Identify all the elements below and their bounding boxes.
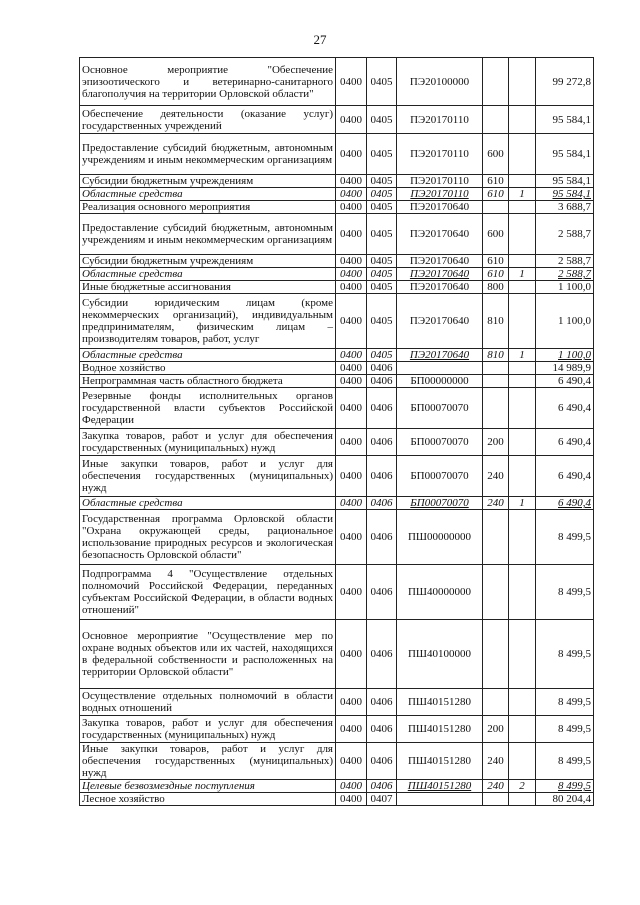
row-podrazdel: 0405 [367,106,397,134]
row-target-article: БП00070070 [397,388,483,429]
row-sum: 2 588,7 [536,268,594,281]
row-sum: 6 490,4 [536,456,594,497]
row-razdel: 0400 [336,689,367,716]
row-target-article: ПЭ20170640 [397,268,483,281]
row-sum: 1 100,0 [536,281,594,294]
row-target-article: ПШ40151280 [397,780,483,793]
row-name: Осуществление отдельных полномочий в области водных отношений [80,689,336,716]
table-row [80,793,594,806]
row-sum: 8 499,5 [536,510,594,565]
row-source-code: 1 [509,497,536,510]
row-expense-type [483,106,509,134]
row-sum: 8 499,5 [536,780,594,793]
row-source-code [509,362,536,375]
row-podrazdel: 0405 [367,175,397,188]
row-expense-type: 600 [483,134,509,175]
row-target-article: ПШ40100000 [397,620,483,689]
row-target-article: ПЭ20170110 [397,106,483,134]
row-sum: 6 490,4 [536,497,594,510]
row-razdel: 0400 [336,565,367,620]
row-name: Подпрограмма 4 "Осуществление отдельных полномочий Российской Федерации, переданных субъектам Российской Федерации, в области водных отношений" [80,565,336,620]
row-expense-type: 810 [483,294,509,349]
row-name: Реализация основного мероприятия [80,201,336,214]
page-number: 27 [313,32,327,47]
row-name: Областные средства [80,349,336,362]
row-source-code [509,716,536,743]
row-source-code [509,281,536,294]
row-razdel: 0400 [336,281,367,294]
row-source-code [509,255,536,268]
table-row [80,620,594,689]
row-podrazdel: 0405 [367,58,397,106]
row-expense-type [483,201,509,214]
row-podrazdel: 0406 [367,780,397,793]
row-sum: 6 490,4 [536,388,594,429]
table-row [80,743,594,780]
row-source-code [509,294,536,349]
table-row [80,780,594,793]
row-sum: 95 584,1 [536,175,594,188]
row-razdel: 0400 [336,349,367,362]
row-name: Областные средства [80,188,336,201]
row-source-code [509,620,536,689]
row-target-article: БП00070070 [397,456,483,497]
row-expense-type [483,689,509,716]
row-expense-type: 240 [483,497,509,510]
row-razdel: 0400 [336,106,367,134]
row-source-code [509,456,536,497]
row-target-article: ПШ40151280 [397,689,483,716]
table-row [80,375,594,388]
table-row [80,456,594,497]
row-razdel: 0400 [336,456,367,497]
row-name: Предоставление субсидий бюджетным, автономным учреждениям и иным некоммерческим организациям [80,134,336,175]
row-name: Лесное хозяйство [80,793,336,806]
row-sum: 8 499,5 [536,716,594,743]
row-expense-type [483,388,509,429]
table-row [80,294,594,349]
row-target-article: ПЭ20170110 [397,134,483,175]
row-source-code [509,58,536,106]
row-razdel: 0400 [336,268,367,281]
row-name: Субсидии юридическим лицам (кроме некоммерческих организаций), индивидуальным предпринимателям, физическим лицам – производителям товаров, работ, услуг [80,294,336,349]
row-name: Областные средства [80,268,336,281]
row-source-code [509,134,536,175]
row-podrazdel: 0406 [367,565,397,620]
row-razdel: 0400 [336,175,367,188]
row-target-article: ПЭ20100000 [397,58,483,106]
row-razdel: 0400 [336,201,367,214]
row-expense-type [483,510,509,565]
row-expense-type: 610 [483,255,509,268]
table-row [80,58,594,106]
row-sum: 2 588,7 [536,255,594,268]
row-razdel: 0400 [336,255,367,268]
row-expense-type: 240 [483,743,509,780]
row-source-code [509,510,536,565]
row-source-code [509,689,536,716]
table-body [80,58,594,806]
row-expense-type: 810 [483,349,509,362]
row-expense-type: 800 [483,281,509,294]
row-source-code [509,375,536,388]
table-row [80,175,594,188]
row-target-article: ПШ40151280 [397,716,483,743]
row-target-article: ПШ00000000 [397,510,483,565]
row-source-code: 1 [509,349,536,362]
row-name: Иные бюджетные ассигнования [80,281,336,294]
row-podrazdel: 0406 [367,510,397,565]
table-row [80,349,594,362]
row-expense-type: 200 [483,716,509,743]
row-podrazdel: 0405 [367,134,397,175]
row-name: Иные закупки товаров, работ и услуг для обеспечения государственных (муниципальных) нужд [80,743,336,780]
row-name: Непрограммная часть областного бюджета [80,375,336,388]
row-target-article: ПЭ20170640 [397,214,483,255]
row-name: Иные закупки товаров, работ и услуг для обеспечения государственных (муниципальных) нужд [80,456,336,497]
row-name: Закупка товаров, работ и услуг для обеспечения государственных (муниципальных) нужд [80,429,336,456]
row-podrazdel: 0405 [367,268,397,281]
row-sum: 8 499,5 [536,689,594,716]
table-row [80,255,594,268]
row-sum: 95 584,1 [536,106,594,134]
row-razdel: 0400 [336,294,367,349]
row-source-code [509,175,536,188]
row-source-code [509,388,536,429]
row-name: Субсидии бюджетным учреждениям [80,255,336,268]
row-name: Основное мероприятие "Обеспечение эпизоотического и ветеринарно-санитарного благополучия на территории Орловской области" [80,58,336,106]
row-razdel: 0400 [336,429,367,456]
row-razdel: 0400 [336,134,367,175]
row-podrazdel: 0406 [367,689,397,716]
table-row [80,214,594,255]
row-sum: 6 490,4 [536,429,594,456]
row-expense-type: 610 [483,175,509,188]
row-razdel: 0400 [336,188,367,201]
row-podrazdel: 0406 [367,456,397,497]
row-podrazdel: 0406 [367,362,397,375]
row-expense-type [483,375,509,388]
row-razdel: 0400 [336,375,367,388]
row-target-article: БП00000000 [397,375,483,388]
budget-table [79,57,594,806]
row-name: Предоставление субсидий бюджетным, автономным учреждениям и иным некоммерческим организациям [80,214,336,255]
row-podrazdel: 0406 [367,429,397,456]
row-podrazdel: 0407 [367,793,397,806]
row-podrazdel: 0405 [367,214,397,255]
row-target-article: ПЭ20170640 [397,349,483,362]
row-name: Государственная программа Орловской области "Охрана окружающей среды, рациональное использование природных ресурсов и экологическая безопасность Орловской области" [80,510,336,565]
table-row [80,497,594,510]
row-razdel: 0400 [336,743,367,780]
table-row [80,134,594,175]
row-target-article: БП00070070 [397,497,483,510]
table-row [80,689,594,716]
row-target-article: ПШ40151280 [397,743,483,780]
row-podrazdel: 0405 [367,188,397,201]
row-sum: 2 588,7 [536,214,594,255]
table-row [80,281,594,294]
row-razdel: 0400 [336,620,367,689]
row-expense-type [483,362,509,375]
row-podrazdel: 0406 [367,497,397,510]
table-row [80,429,594,456]
row-podrazdel: 0406 [367,375,397,388]
row-name: Целевые безвозмездные поступления [80,780,336,793]
row-sum: 1 100,0 [536,294,594,349]
table-row [80,268,594,281]
row-target-article: ПЭ20170640 [397,255,483,268]
row-source-code [509,565,536,620]
table-row [80,106,594,134]
row-sum: 95 584,1 [536,134,594,175]
row-expense-type [483,58,509,106]
row-razdel: 0400 [336,793,367,806]
row-target-article [397,793,483,806]
table-row [80,388,594,429]
row-name: Субсидии бюджетным учреждениям [80,175,336,188]
row-sum: 95 584,1 [536,188,594,201]
row-target-article: ПШ40000000 [397,565,483,620]
row-source-code [509,743,536,780]
row-source-code [509,106,536,134]
row-source-code [509,214,536,255]
row-source-code [509,429,536,456]
row-sum: 8 499,5 [536,565,594,620]
row-source-code [509,201,536,214]
row-razdel: 0400 [336,388,367,429]
table-row [80,716,594,743]
row-podrazdel: 0405 [367,349,397,362]
row-sum: 80 204,4 [536,793,594,806]
row-target-article: ПЭ20170640 [397,201,483,214]
table-row [80,362,594,375]
row-target-article: ПЭ20170110 [397,175,483,188]
row-expense-type: 600 [483,214,509,255]
row-podrazdel: 0406 [367,388,397,429]
row-expense-type: 610 [483,268,509,281]
row-sum: 99 272,8 [536,58,594,106]
row-razdel: 0400 [336,716,367,743]
row-podrazdel: 0406 [367,716,397,743]
row-expense-type [483,565,509,620]
table-row [80,510,594,565]
row-razdel: 0400 [336,497,367,510]
row-razdel: 0400 [336,362,367,375]
row-razdel: 0400 [336,510,367,565]
row-name: Обеспечение деятельности (оказание услуг) государственных учреждений [80,106,336,134]
row-sum: 6 490,4 [536,375,594,388]
row-expense-type: 610 [483,188,509,201]
row-razdel: 0400 [336,214,367,255]
row-expense-type [483,793,509,806]
row-target-article: ПЭ20170640 [397,281,483,294]
row-source-code: 1 [509,188,536,201]
row-target-article: ПЭ20170640 [397,294,483,349]
row-name: Областные средства [80,497,336,510]
row-expense-type: 200 [483,429,509,456]
table-row [80,565,594,620]
row-podrazdel: 0405 [367,255,397,268]
row-source-code: 2 [509,780,536,793]
row-source-code [509,793,536,806]
row-podrazdel: 0405 [367,201,397,214]
row-sum: 1 100,0 [536,349,594,362]
row-sum: 3 688,7 [536,201,594,214]
row-sum: 8 499,5 [536,743,594,780]
row-podrazdel: 0406 [367,620,397,689]
row-podrazdel: 0405 [367,294,397,349]
table-row [80,201,594,214]
row-name: Водное хозяйство [80,362,336,375]
row-target-article [397,362,483,375]
row-target-article: ПЭ20170110 [397,188,483,201]
row-sum: 8 499,5 [536,620,594,689]
row-name: Основное мероприятие "Осуществление мер по охране водных объектов или их частей, находящихся в федеральной собственности и расположенных на территории Орловской области" [80,620,336,689]
row-source-code: 1 [509,268,536,281]
row-razdel: 0400 [336,58,367,106]
row-sum: 14 989,9 [536,362,594,375]
row-podrazdel: 0406 [367,743,397,780]
row-name: Резервные фонды исполнительных органов государственной власти субъектов Российской Федерации [80,388,336,429]
row-expense-type: 240 [483,780,509,793]
row-expense-type: 240 [483,456,509,497]
row-podrazdel: 0405 [367,281,397,294]
row-target-article: БП00070070 [397,429,483,456]
row-name: Закупка товаров, работ и услуг для обеспечения государственных (муниципальных) нужд [80,716,336,743]
table-row [80,188,594,201]
row-razdel: 0400 [336,780,367,793]
row-expense-type [483,620,509,689]
